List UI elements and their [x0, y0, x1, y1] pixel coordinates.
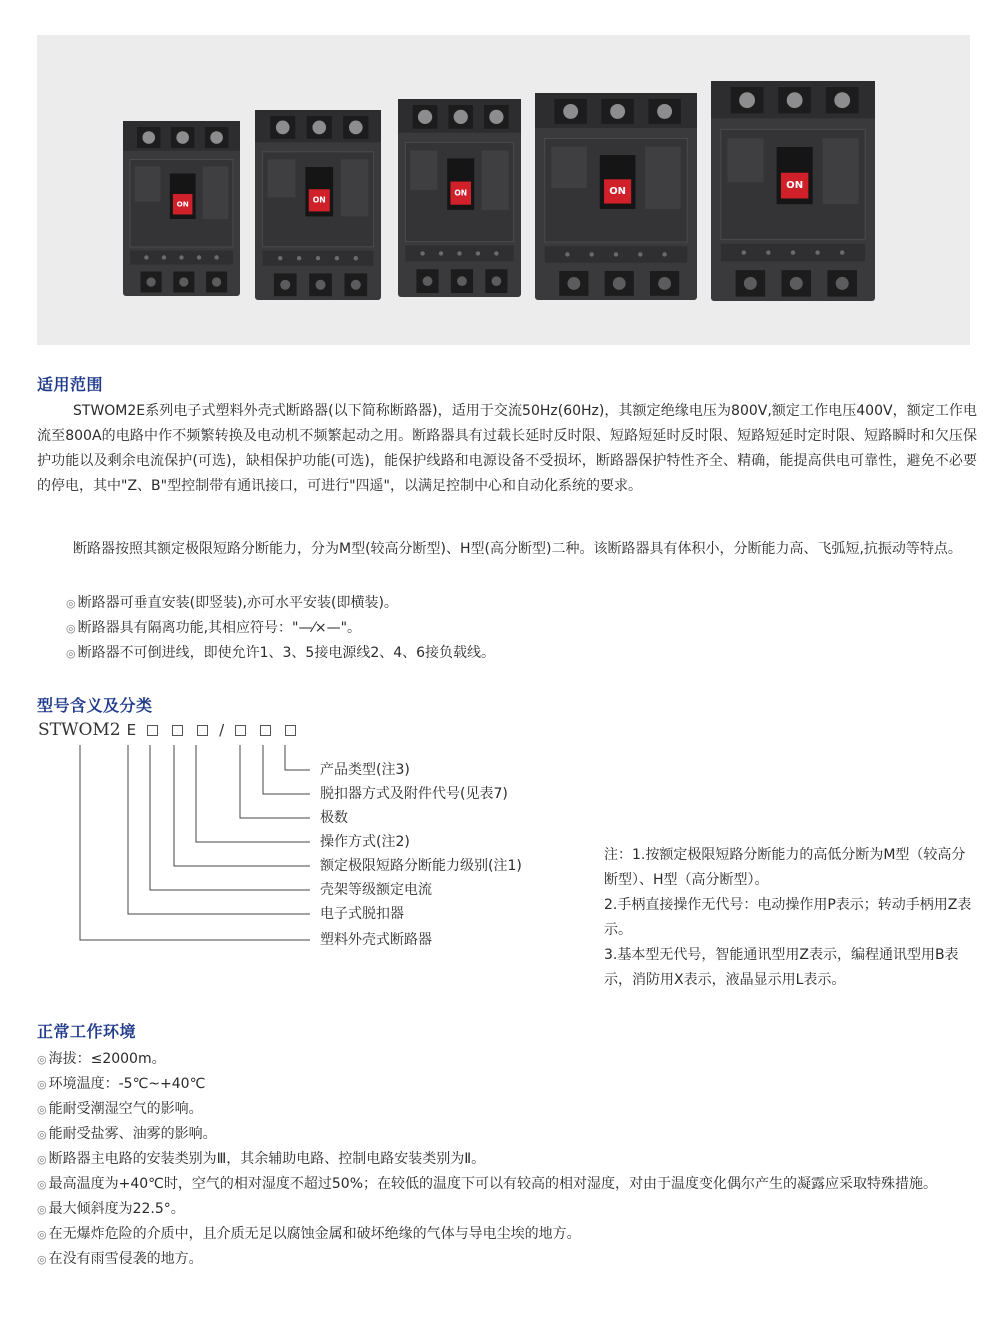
list-item: ◎ 海拔：≤2000m。	[37, 1051, 166, 1067]
leader-line	[263, 745, 310, 794]
list-item: ◎ 环境温度：-5℃~+40℃	[37, 1076, 206, 1092]
scope-paragraph-2: 断路器按照其额定极限短路分断能力，分为M型(较高分断型)、H型(高分断型)二种。该断路器具有体积小，分断能力高、飞弧短,抗振动等特点。	[73, 541, 962, 557]
bullet-icon: ◎	[37, 1053, 47, 1066]
list-item: ◎ 在没有雨雪侵袭的地方。	[37, 1251, 203, 1267]
bullet-icon: ◎	[37, 1178, 47, 1191]
legend-breaking-capacity: 额定极限短路分断能力级别(注1)	[320, 858, 522, 874]
model-slash: /	[219, 721, 225, 739]
switch-on-label: ON	[609, 185, 627, 197]
legend-frame-current: 壳架等级额定电流	[320, 882, 432, 898]
bullet-icon: ◎	[66, 647, 76, 660]
list-item: ◎ 能耐受潮湿空气的影响。	[37, 1101, 203, 1117]
bullet-icon: ◎	[37, 1228, 47, 1241]
note-3: 3.基本型无代号，智能通讯型用Z表示，编程通讯型用B表示，消防用X表示，液晶显示用L表示。	[604, 947, 959, 988]
bullet-icon: ◎	[37, 1153, 47, 1166]
bullet-icon: ◎	[37, 1203, 47, 1216]
code-box	[260, 725, 271, 736]
code-box	[285, 725, 296, 736]
breaker-unit	[711, 81, 875, 301]
environment-heading: 正常工作环境	[37, 1022, 137, 1041]
list-item: ◎ 最高温度为+40℃时，空气的相对湿度不超过50%；在较低的温度下可以有较高的相对湿度，对由于温度变化偶尔产生的凝露应采取特殊措施。	[37, 1176, 937, 1192]
bullet-icon: ◎	[37, 1103, 47, 1116]
model-notes	[604, 843, 979, 993]
switch-on-label: ON	[176, 199, 189, 209]
leader-line	[174, 745, 310, 866]
legend-trip-accessory: 脱扣器方式及附件代号(见表7)	[320, 786, 508, 802]
leader-line	[196, 745, 310, 842]
leader-line	[285, 745, 310, 770]
leader-line	[150, 745, 310, 890]
list-item: ◎ 断路器主电路的安装类别为Ⅲ，其余辅助电路、控制电路安装类别为Ⅱ。	[37, 1151, 486, 1167]
breaker-unit	[535, 93, 697, 300]
code-box	[197, 725, 208, 736]
bullet-icon: ◎	[66, 622, 76, 635]
model-e-letter: E	[126, 721, 137, 739]
note-1: 注：1.按额定极限短路分断能力的高低分断为M型（较高分断型）、H型（高分断型）。	[604, 847, 966, 888]
breaker-illustration	[37, 35, 970, 345]
breaker-unit	[255, 110, 381, 300]
legend-electronic-trip: 电子式脱扣器	[320, 906, 404, 922]
leader-line	[240, 745, 310, 818]
legend-moulded-case: 塑料外壳式断路器	[320, 932, 432, 948]
list-item: ◎ 最大倾斜度为22.5°。	[37, 1201, 185, 1217]
bullet-icon: ◎	[37, 1253, 47, 1266]
environment-bullet-list	[37, 1047, 982, 1272]
note-2: 2.手柄直接操作无代号：电动操作用P表示；转动手柄用Z表示。	[604, 897, 972, 938]
bullet-icon: ◎	[66, 597, 76, 610]
legend-poles: 极数	[320, 810, 348, 826]
model-heading: 型号含义及分类	[37, 696, 153, 715]
product-photo-panel	[37, 35, 970, 345]
switch-on-label: ON	[454, 188, 468, 198]
code-box	[172, 725, 183, 736]
list-item: ◎ 断路器不可倒进线，即使允许1、3、5接电源线2、4、6接负载线。	[66, 645, 496, 661]
switch-on-label: ON	[786, 180, 804, 192]
switch-on-label: ON	[312, 195, 326, 205]
code-box	[147, 725, 158, 736]
list-item: ◎ 断路器具有隔离功能,其相应符号："—⁄×—"。	[66, 620, 362, 636]
list-item: ◎ 断路器可垂直安装(即竖装),亦可水平安装(即横装)。	[66, 595, 398, 611]
leader-line	[128, 745, 310, 914]
model-code	[38, 720, 303, 740]
bullet-icon: ◎	[37, 1128, 47, 1141]
scope-bullet-list	[66, 591, 495, 666]
scope-paragraph-1: STWOM2E系列电子式塑料外壳式断路器(以下简称断路器)，适用于交流50Hz(60Hz)，其额定绝缘电压为800V,额定工作电压400V，额定工作电流至800A的电路中作不频繁转换及电动机不频繁起动之用。断路器具有过载长延时反时限、短路短延时反时限、短路短延时定时限、短路瞬时和欠压保护功能以及剩余电流保护(可选)，缺相保护功能(可选)，能保护线路和电源设备不受损坏，断路器保护特性齐全、精确，能提高供电可靠性，避免不必要的停电，其中"Z、B"型控制带有通讯接口，可进行"四遥"，以满足控制中心和自动化系统的要求。	[37, 403, 977, 494]
leader-line	[80, 745, 310, 940]
list-item: ◎ 能耐受盐雾、油雾的影响。	[37, 1126, 217, 1142]
legend-operation: 操作方式(注2)	[320, 834, 410, 850]
bullet-icon: ◎	[37, 1078, 47, 1091]
model-prefix: STWOM2	[38, 720, 121, 740]
code-box	[235, 725, 246, 736]
legend-product-type: 产品类型(注3)	[320, 762, 410, 778]
breaker-unit	[123, 121, 240, 296]
list-item: ◎ 在无爆炸危险的介质中，且介质无足以腐蚀金属和破坏绝缘的气体与导电尘埃的地方。	[37, 1226, 581, 1242]
breaker-unit	[398, 99, 521, 297]
scope-heading: 适用范围	[37, 375, 104, 394]
